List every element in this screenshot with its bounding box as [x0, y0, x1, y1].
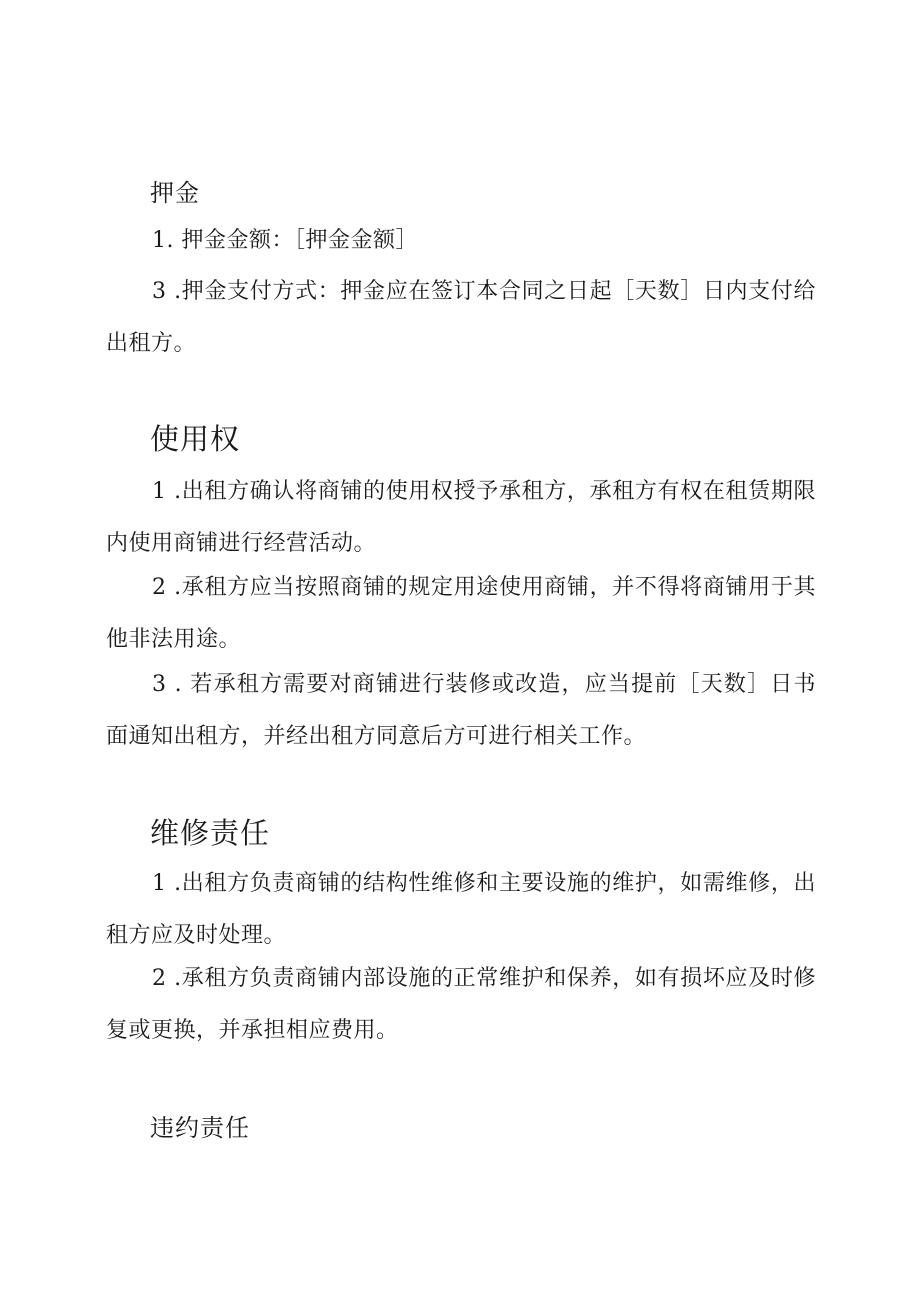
maintenance-item-2: 2 .承租方负责商铺内部设施的正常维护和保养，如有损坏应及时修复或更换，并承担相应费用。	[106, 966, 816, 1043]
deposit-item-3: 3 .押金支付方式：押金应在签订本合同之日起［天数］日内支付给出租方。	[106, 279, 816, 356]
usage-item-1: 1 .出租方确认将商铺的使用权授予承租方，承租方有权在租赁期限内使用商铺进行经营活动。	[106, 479, 816, 556]
usage-item-2: 2 .承租方应当按照商铺的规定用途使用商铺，并不得将商铺用于其他非法用途。	[106, 575, 816, 652]
section-heading-breach: 违约责任	[150, 1114, 250, 1142]
deposit-item-1: 1. 押金金额：［押金金额］	[152, 228, 418, 253]
section-heading-deposit: 押金	[150, 179, 200, 207]
usage-item-3: 3 . 若承租方需要对商铺进行装修或改造，应当提前［天数］日书面通知出租方，并经出租方同意后方可进行相关工作。	[106, 672, 816, 749]
maintenance-item-1: 1 .出租方负责商铺的结构性维修和主要设施的维护，如需维修，出租方应及时处理。	[106, 871, 816, 948]
section-heading-maintenance: 维修责任	[150, 816, 271, 850]
section-heading-usage: 使用权	[150, 422, 241, 456]
